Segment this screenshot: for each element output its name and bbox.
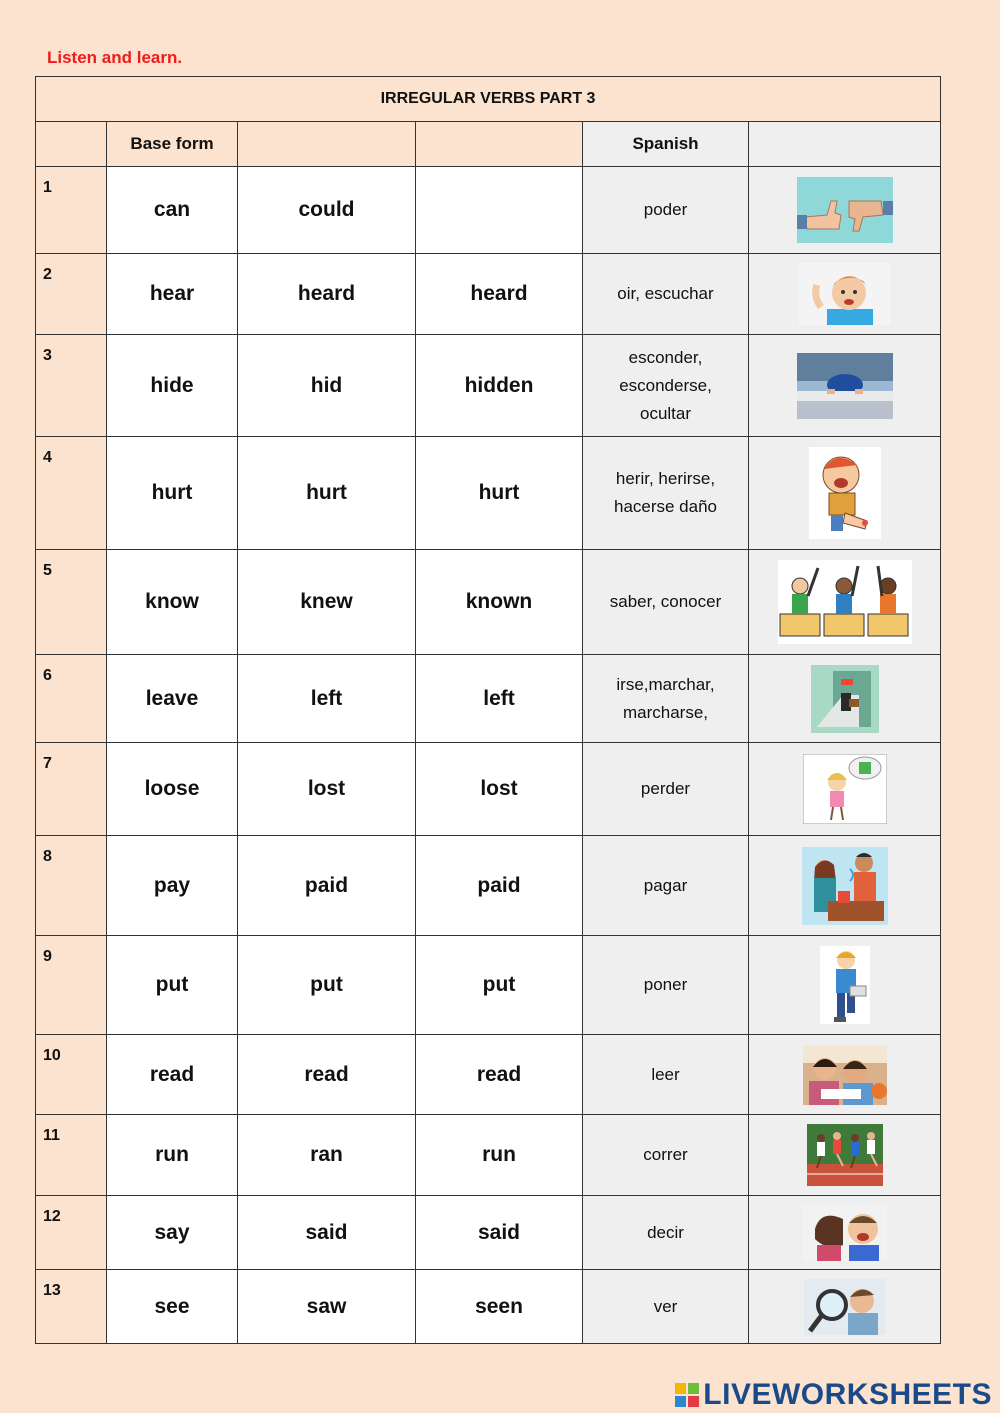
- header-past: [238, 122, 416, 167]
- base-form-cell: hurt: [107, 437, 238, 550]
- row-number: 13: [36, 1270, 107, 1344]
- past-participle-cell: put: [416, 936, 583, 1035]
- picture-cell: [749, 743, 941, 836]
- past-simple-cell: read: [238, 1035, 416, 1115]
- table-row: [36, 743, 941, 836]
- base-form-cell: pay: [107, 836, 238, 936]
- spanish-cell: poder: [583, 167, 749, 254]
- row-number: 1: [36, 167, 107, 254]
- past-participle-cell: paid: [416, 836, 583, 936]
- past-participle-cell: said: [416, 1196, 583, 1270]
- exit-door-icon: [811, 665, 879, 733]
- table-row: [36, 936, 941, 1035]
- row-number: 12: [36, 1196, 107, 1270]
- picture-cell: [749, 936, 941, 1035]
- picture-cell: [749, 167, 941, 254]
- past-participle-cell: read: [416, 1035, 583, 1115]
- past-simple-cell: knew: [238, 550, 416, 655]
- row-number: 3: [36, 335, 107, 437]
- spanish-cell: saber, conocer: [583, 550, 749, 655]
- table-row: [36, 437, 941, 550]
- table-row: [36, 335, 941, 437]
- base-form-cell: leave: [107, 655, 238, 743]
- liveworksheets-brand: LIVEWORKSHEETS: [703, 1378, 992, 1411]
- paying-icon: [802, 847, 888, 925]
- header-base-form: Base form: [107, 122, 238, 167]
- picture-cell: [749, 335, 941, 437]
- base-form-cell: read: [107, 1035, 238, 1115]
- picture-cell: [749, 836, 941, 936]
- table-row: [36, 1196, 941, 1270]
- whispering-icon: [803, 1205, 887, 1261]
- row-number: 6: [36, 655, 107, 743]
- past-simple-cell: could: [238, 167, 416, 254]
- table-title: IRREGULAR VERBS PART 3: [36, 77, 941, 122]
- spanish-cell: oir, escuchar: [583, 254, 749, 335]
- table-row: [36, 254, 941, 335]
- picture-cell: [749, 550, 941, 655]
- table-row: [36, 1115, 941, 1196]
- hurt-boy-icon: [809, 447, 881, 539]
- past-participle-cell: heard: [416, 254, 583, 335]
- past-participle-cell: left: [416, 655, 583, 743]
- header-picture: [749, 122, 941, 167]
- base-form-cell: put: [107, 936, 238, 1035]
- spanish-cell: poner: [583, 936, 749, 1035]
- past-simple-cell: hurt: [238, 437, 416, 550]
- past-participle-cell: lost: [416, 743, 583, 836]
- table-row: [36, 1270, 941, 1344]
- base-form-cell: hide: [107, 335, 238, 437]
- past-participle-cell: run: [416, 1115, 583, 1196]
- picture-cell: [749, 437, 941, 550]
- past-simple-cell: hid: [238, 335, 416, 437]
- base-form-cell: loose: [107, 743, 238, 836]
- past-participle-cell: seen: [416, 1270, 583, 1344]
- runners-icon: [807, 1124, 883, 1186]
- lost-girl-icon: [803, 754, 887, 824]
- past-simple-cell: lost: [238, 743, 416, 836]
- instruction-text: Listen and learn.: [47, 48, 183, 67]
- students-raising-hands-icon: [778, 560, 912, 644]
- past-participle-cell: hidden: [416, 335, 583, 437]
- picture-cell: [749, 1035, 941, 1115]
- past-simple-cell: ran: [238, 1115, 416, 1196]
- liveworksheets-logo: [675, 1378, 992, 1412]
- spanish-cell: correr: [583, 1115, 749, 1196]
- row-number: 4: [36, 437, 107, 550]
- base-form-cell: hear: [107, 254, 238, 335]
- past-simple-cell: saw: [238, 1270, 416, 1344]
- table-row: [36, 655, 941, 743]
- table-row: [36, 167, 941, 254]
- picture-cell: [749, 1270, 941, 1344]
- past-simple-cell: said: [238, 1196, 416, 1270]
- past-simple-cell: put: [238, 936, 416, 1035]
- past-participle-cell: [416, 167, 583, 254]
- table-row: [36, 550, 941, 655]
- magnifying-glass-icon: [804, 1279, 886, 1335]
- past-simple-cell: left: [238, 655, 416, 743]
- header-row: [36, 122, 941, 167]
- picture-cell: [749, 1115, 941, 1196]
- table-row: [36, 1035, 941, 1115]
- row-number: 5: [36, 550, 107, 655]
- row-number: 9: [36, 936, 107, 1035]
- boy-listening-icon: [799, 263, 891, 325]
- row-number: 2: [36, 254, 107, 335]
- spanish-cell: esconder, esconderse, ocultar: [583, 335, 749, 437]
- person-hiding-icon: [797, 353, 893, 419]
- base-form-cell: can: [107, 167, 238, 254]
- spanish-cell: decir: [583, 1196, 749, 1270]
- past-participle-cell: known: [416, 550, 583, 655]
- past-participle-cell: hurt: [416, 437, 583, 550]
- row-number: 11: [36, 1115, 107, 1196]
- row-number: 8: [36, 836, 107, 936]
- table-row: [36, 836, 941, 936]
- spanish-cell: ver: [583, 1270, 749, 1344]
- picture-cell: [749, 254, 941, 335]
- spanish-cell: irse,marchar, marcharse,: [583, 655, 749, 743]
- past-simple-cell: paid: [238, 836, 416, 936]
- header-participle: [416, 122, 583, 167]
- spanish-cell: perder: [583, 743, 749, 836]
- past-simple-cell: heard: [238, 254, 416, 335]
- header-spanish: Spanish: [583, 122, 749, 167]
- boy-putting-icon: [820, 946, 870, 1024]
- header-number: [36, 122, 107, 167]
- row-number: 10: [36, 1035, 107, 1115]
- irregular-verbs-table: [35, 76, 941, 1344]
- picture-cell: [749, 655, 941, 743]
- liveworksheets-logo-icon: [675, 1383, 699, 1407]
- base-form-cell: know: [107, 550, 238, 655]
- base-form-cell: run: [107, 1115, 238, 1196]
- kids-reading-icon: [803, 1045, 887, 1105]
- picture-cell: [749, 1196, 941, 1270]
- thumbs-up-down-icon: [797, 177, 893, 243]
- base-form-cell: see: [107, 1270, 238, 1344]
- row-number: 7: [36, 743, 107, 836]
- spanish-cell: herir, herirse, hacerse daño: [583, 437, 749, 550]
- spanish-cell: leer: [583, 1035, 749, 1115]
- base-form-cell: say: [107, 1196, 238, 1270]
- spanish-cell: pagar: [583, 836, 749, 936]
